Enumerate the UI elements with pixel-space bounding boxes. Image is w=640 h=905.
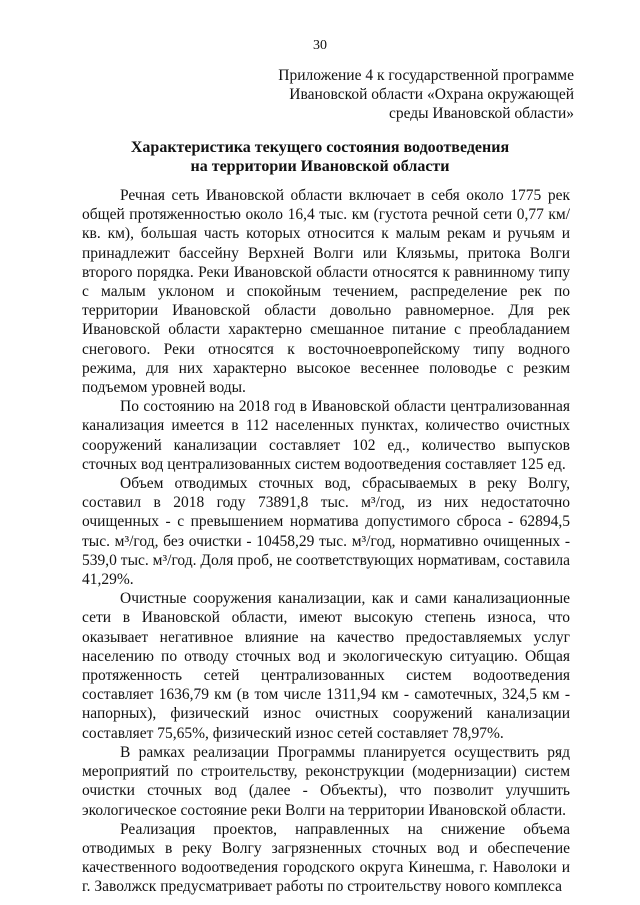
appendix-line: Ивановской области «Охрана окружающей [289, 86, 574, 103]
appendix-line: среды Ивановской области» [388, 105, 574, 122]
paragraph: В рамках реализации Программы планируется осуществить ряд мероприятий по строительству, реконструкции (модернизации) систем очистки сточных вод (далее - Объекты), что позволит улучшить экологическое состояние реки Волги на территории Ивановской области. [82, 743, 570, 819]
appendix-line: Приложение 4 к государственной программе [278, 67, 574, 84]
paragraph: Речная сеть Ивановской области включает в себя около 1775 рек общей протяженностью около 16,4 тыс. км (густота речной сети 0,77 км/кв. км), большая часть которых относится к малым рекам и ручьям и принадлежит бассейну Верхней Волги или Клязьмы, притока Волги второго порядка. Реки Ивановской области относятся к равнинному типу с малым уклоном и спокойным течением, распределение рек по территории Ивановской области довольно равномерное. Для рек Ивановской области характерно смешанное питание с преобладанием снегового. Реки относятся к восточноевропейскому типу водного режима, для них характерно высокое весеннее половодье с резким подъемом уровней воды. [82, 187, 570, 397]
title-line: на территории Ивановской области [190, 158, 450, 175]
paragraph: Реализация проектов, направленных на снижение объема отводимых в реку Волгу загрязненных сточных вод и обеспечение качественного водоотведения городского округа Кинешма, г. Наволоки и г. Заволжск предусматривает работы по строительству нового комплекса [82, 820, 570, 896]
page-number: 30 [313, 38, 327, 53]
document-title [80, 138, 560, 176]
paragraph: Объем отводимых сточных вод, сбрасываемых в реку Волгу, составил в 2018 году 73891,8 тыс. м³/год, из них недостаточно очищенных - с превышением норматива допустимого сброса - 62894,5 тыс. м³/год, без очистки - 10458,29 тыс. м³/год, нормативно очищенных - 539,0 тыс. м³/год. Доля проб, не соответствующих нормативам, составила 41,29%. [82, 475, 570, 589]
paragraph: По состоянию на 2018 год в Ивановской области централизованная канализация имеется в 112 населенных пунктах, количество очистных сооружений канализации составляет 102 ед., количество выпусков сточных вод централизованных систем водоотведения составляет 125 ед. [82, 398, 570, 473]
appendix-note [254, 66, 574, 123]
title-line: Характеристика текущего состояния водоотведения [130, 139, 510, 156]
paragraph: Очистные сооружения канализации, как и сами канализационные сети в Ивановской области, имеют высокую степень износа, что оказывает негативное влияние на качество предоставляемых услуг населению по отводу сточных вод и экологическую ситуацию. Общая протяженность сетей централизованных систем водоотведения составляет 1636,79 км (в том числе 1311,94 км - самотечных, 324,5 км - напорных), физический износ очистных сооружений канализации составляет 75,65%, физический износ сетей составляет 78,97%. [82, 590, 570, 742]
document-body [82, 186, 570, 897]
